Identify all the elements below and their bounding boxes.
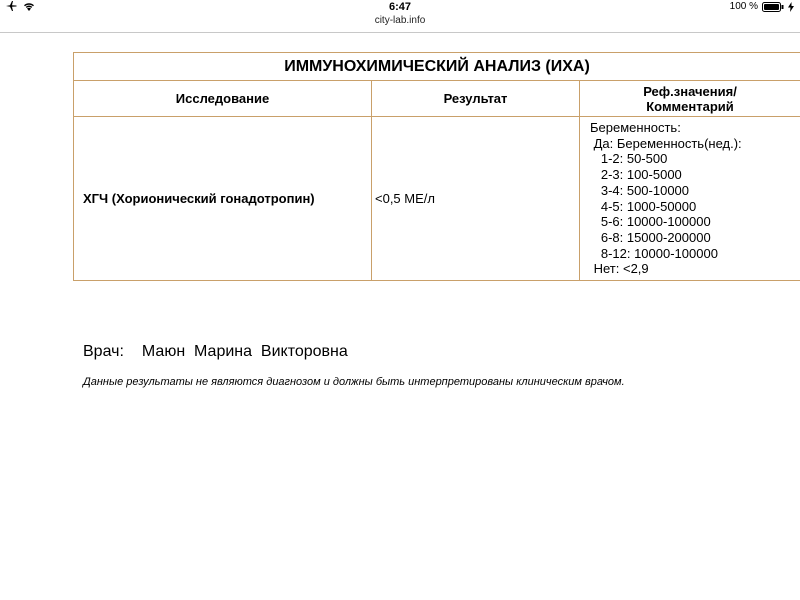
reference-line: 8-12: 10000-100000 (590, 245, 718, 261)
column-header-reference (580, 81, 800, 117)
reference-line: 1-2: 50-500 (590, 151, 668, 167)
reference-line: Да: Беременность(нед.): (590, 135, 742, 151)
status-right (730, 1, 794, 12)
column-header-test: Исследование (74, 81, 372, 117)
disclaimer-text: Данные результаты не являются диагнозом и должны быть интерпретированы клиническим врачом. (83, 376, 625, 388)
table-row (74, 117, 800, 281)
reference-line: Нет: <2,9 (590, 261, 649, 277)
column-header-reference-line2: Комментарий (646, 98, 734, 114)
status-time: 6:47 (388, 1, 412, 13)
results-table (73, 52, 800, 281)
report-title: ИММУНОХИМИЧЕСКИЙ АНАЛИЗ (ИХА) (74, 53, 800, 81)
reference-line: 2-3: 100-5000 (590, 167, 682, 183)
column-header-reference-line1: Реф.значения/ (643, 83, 737, 99)
header-divider (0, 32, 800, 33)
reference-line: Беременность: (590, 120, 681, 135)
reference-line: 3-4: 500-10000 (590, 182, 690, 198)
charging-icon (788, 2, 794, 12)
url-bar[interactable]: city-lab.info (374, 15, 426, 26)
doctor-name: Маюн Марина Викторовна (141, 343, 348, 360)
reference-values (580, 117, 800, 281)
column-header-result: Результат (372, 81, 580, 117)
reference-line: 4-5: 1000-50000 (590, 198, 697, 214)
doctor-label: Врач: (83, 343, 124, 360)
test-result: <0,5 МЕ/л (372, 117, 580, 281)
battery-icon (762, 2, 784, 12)
test-name: ХГЧ (Хорионический гонадотропин) (74, 117, 372, 281)
reference-line: 5-6: 10000-100000 (590, 214, 711, 230)
doctor-signature (83, 343, 348, 361)
reference-line: 6-8: 15000-200000 (590, 229, 711, 245)
status-bar (0, 0, 800, 16)
battery-percent: 100 % (729, 1, 758, 12)
